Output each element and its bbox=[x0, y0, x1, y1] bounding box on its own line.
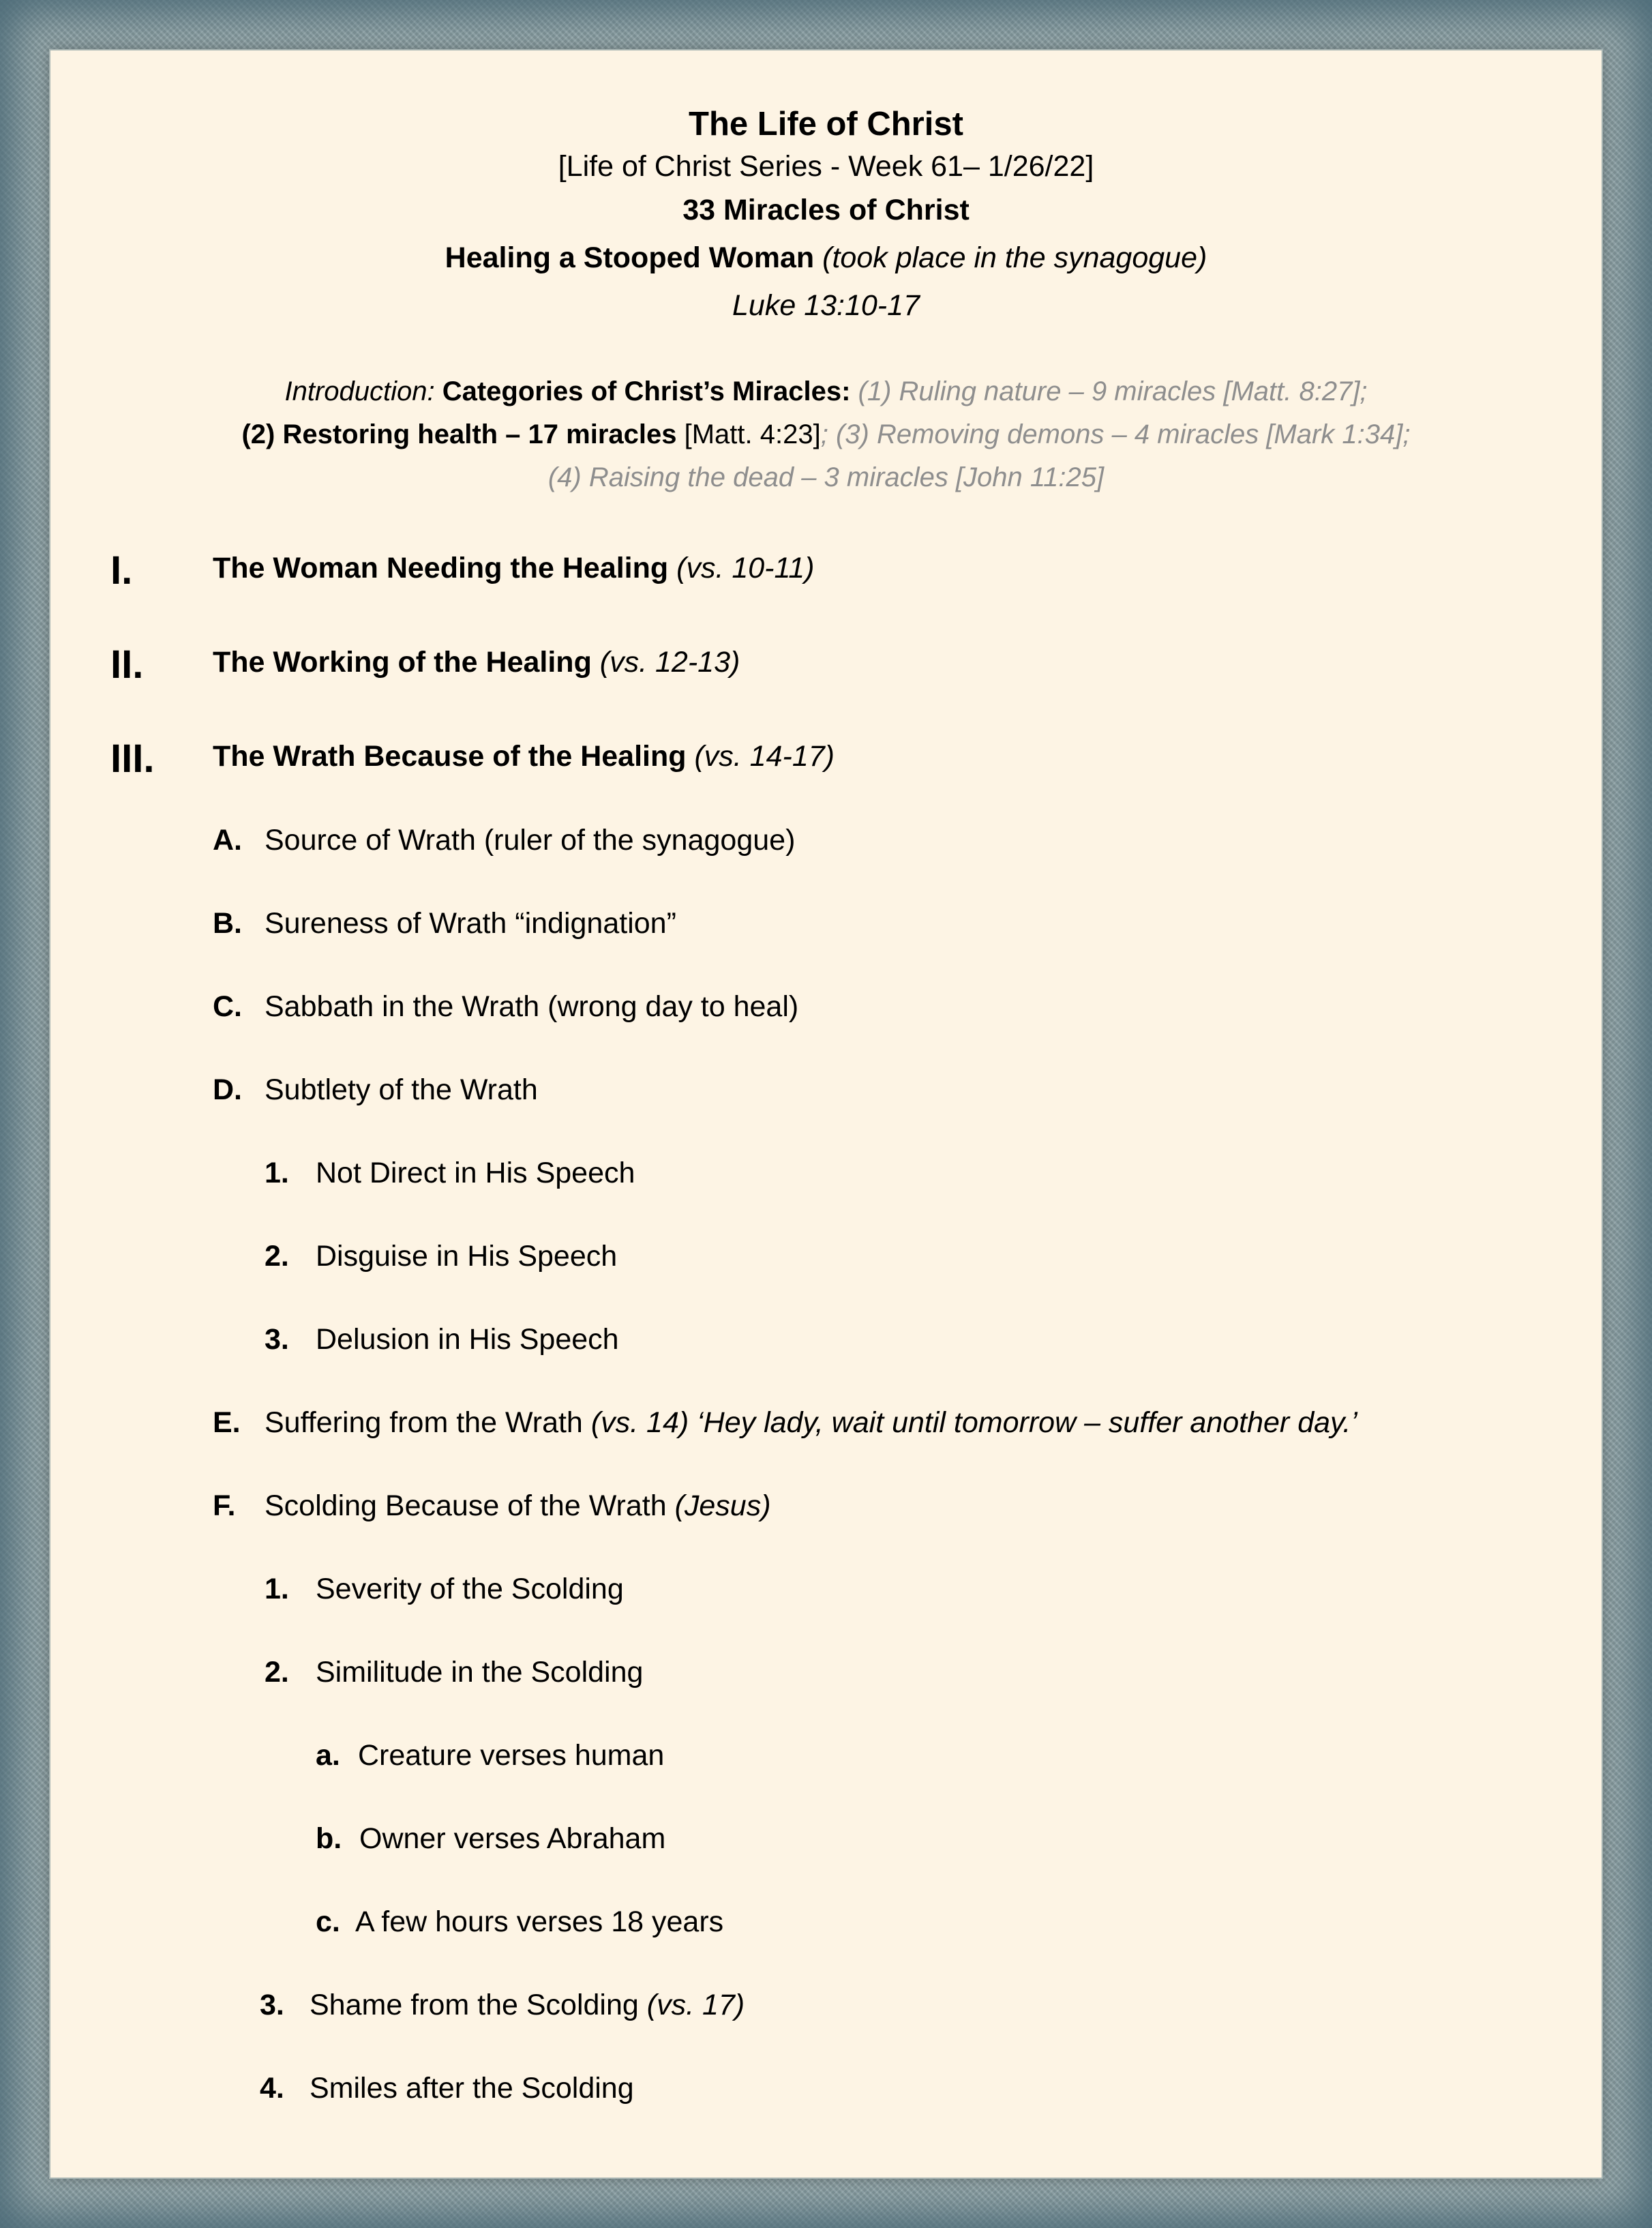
topic-title: Healing a Stooped Woman bbox=[445, 241, 815, 274]
page-title: The Life of Christ bbox=[689, 106, 963, 143]
topic-note: (took place in the synagogue) bbox=[822, 241, 1207, 274]
document-page: The Life of Christ [Life of Christ Series - Week 61– 1/26/22] 33 Miracles of Christ Healing a Stooped Woman (took place in the synagogue) Luke 13:10-17 Introduction: Categories of Christ’s Miracles: (1) Ruling nature – 9 miracles [Matt. 8:27]; (2) Restoring health – 17 miracles [Matt. 4:23]; (3) Removing demons – 4 miracles [Mark 1:34]; (4) Raising the dead – 3 miracles [John 11:25] I. The Woman Needing the Healing (vs. 10-11) II. The Working of the Healing (vs. 12-13) III. The Wrath Because of the Healing (vs. 14-17) A. Source of Wrath (ruler of the synagogue) B. Sureness of Wrath “indignation” C. Sabbath in the Wrath (wrong day to heal) D. Subtlety of the Wrath 1. Not Direct in His Speech 2. Disguise in His Speech 3. Delusion in His Speech E. Suffering from the Wrath (vs. 14) ‘Hey lady, wait until tomorrow – suffer another day.’ F. Scolding Because of the Wrath (Jesus) 1. Severity of the Scolding 2. Similitude in the Scolding a. Creature verses human b. Owner verses Abraham c. A few hours verses 18 years 3. Shame from the Scolding (vs. 17) 4. Smiles after the Scolding bbox=[50, 50, 1602, 2178]
intro-line-2 bbox=[50, 419, 1602, 450]
category-3: ; (3) Removing demons – 4 miracles [Mark 1:34]; bbox=[820, 419, 1411, 449]
intro-line-3 bbox=[50, 462, 1602, 493]
outline-number: I. bbox=[110, 548, 133, 593]
intro-label: Introduction: bbox=[284, 376, 435, 406]
outline-heading: The Wrath Because of the Healing (vs. 14-17) bbox=[213, 740, 835, 773]
outline-heading: The Working of the Healing (vs. 12-13) bbox=[213, 646, 740, 679]
outline-number: III. bbox=[110, 737, 155, 781]
category-2-ref: [Matt. 4:23] bbox=[684, 419, 821, 449]
category-2: (2) Restoring health – 17 miracles bbox=[241, 419, 677, 449]
subtitle: 33 Miracles of Christ bbox=[682, 194, 970, 226]
scripture-passage: Luke 13:10-17 bbox=[732, 289, 920, 322]
category-4: (4) Raising the dead – 3 miracles [John 11:25] bbox=[547, 462, 1105, 492]
series-line: [Life of Christ Series - Week 61– 1/26/22] bbox=[558, 150, 1094, 183]
topic-line bbox=[50, 241, 1602, 275]
intro-categories: Categories of Christ’s Miracles: bbox=[442, 376, 851, 406]
outline-heading: The Woman Needing the Healing (vs. 10-11) bbox=[213, 552, 815, 584]
intro-line-1 bbox=[50, 376, 1602, 407]
outline-number: II. bbox=[110, 642, 144, 687]
category-1: (1) Ruling nature – 9 miracles [Matt. 8:27]; bbox=[858, 376, 1368, 406]
